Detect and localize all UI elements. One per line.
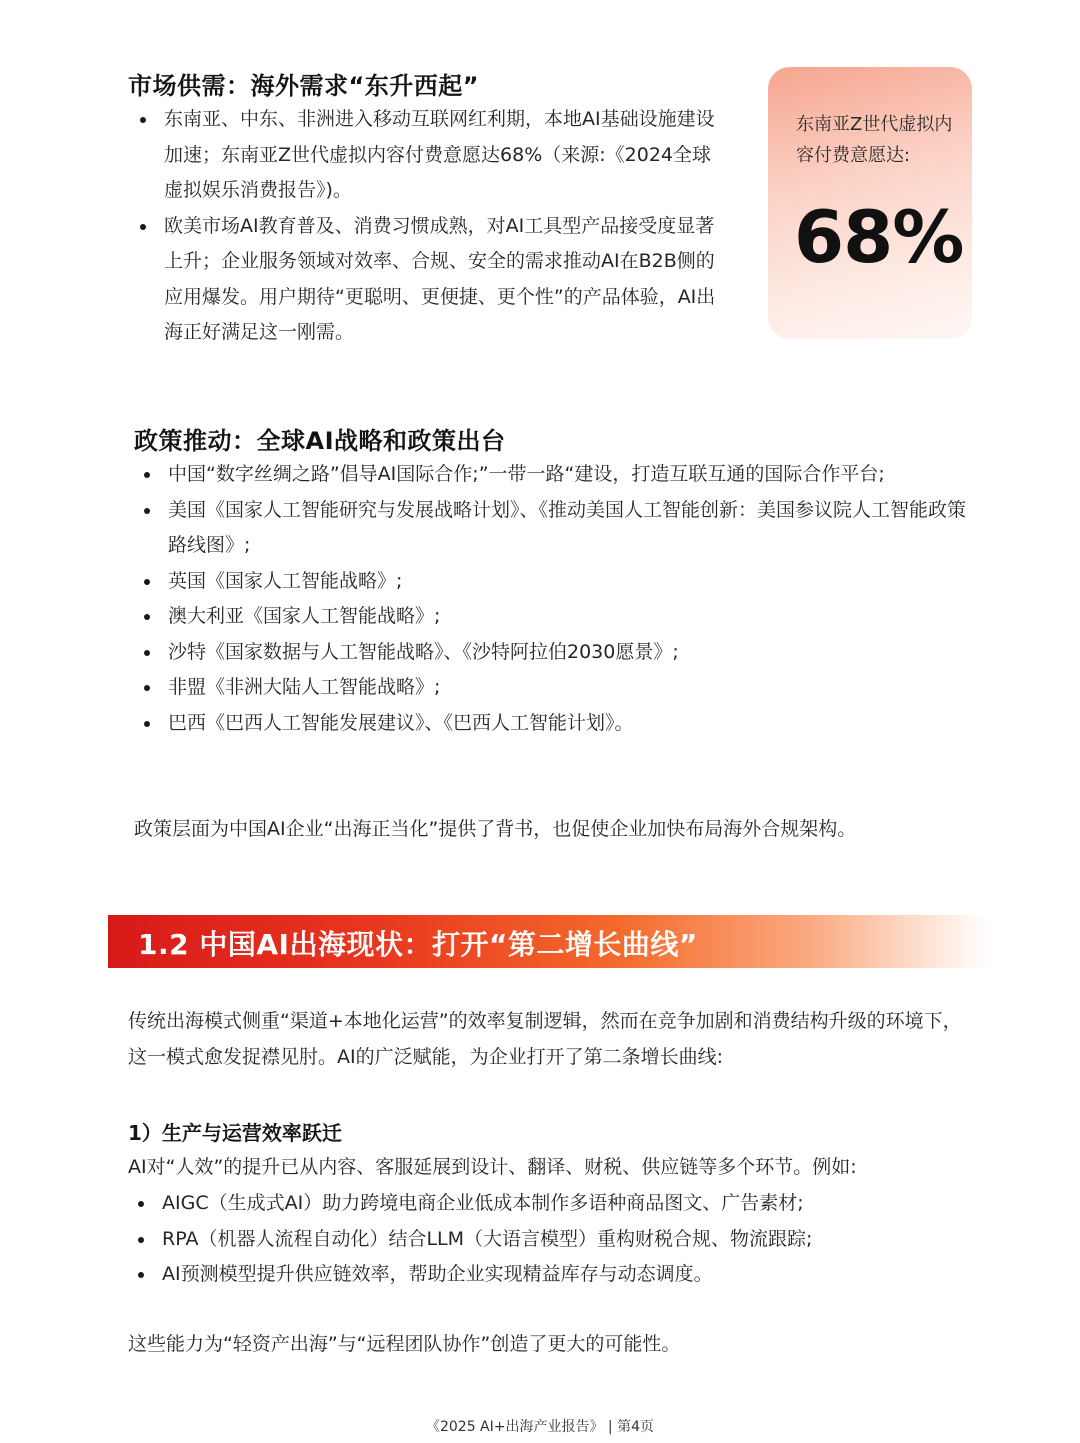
- list-item: 澳大利亚《国家人工智能战略》;: [134, 599, 980, 635]
- list-item: 巴西《巴西人工智能发展建议》、《巴西人工智能计划》。: [134, 706, 980, 742]
- page-footer: 《2025 AI+出海产业报告》 | 第4页: [425, 1419, 655, 1435]
- closing-paragraph: 这些能力为“轻资产出海”与“远程团队协作”创造了更大的可能性。: [128, 1333, 681, 1355]
- list-item: 英国《国家人工智能战略》;: [134, 564, 980, 600]
- section-heading: 1.2 中国AI出海现状：打开“第二增长曲线”: [138, 928, 698, 961]
- stat-label: 东南亚Z世代虚拟内容付费意愿达:: [796, 114, 953, 166]
- market-section-title: 市场供需：海外需求“东升西起”: [128, 72, 480, 100]
- policy-bullet-list: [134, 457, 980, 741]
- list-item: 东南亚、中东、非洲进入移动互联网红利期，本地AI基础设施建设加速；东南亚Z世代虚拟内容付费意愿达68%（来源:《2024全球虚拟娱乐消费报告》)。: [130, 102, 720, 209]
- section-banner: [108, 915, 988, 968]
- stat-value: 68%: [794, 195, 964, 279]
- stat-card: [768, 67, 972, 339]
- list-item: RPA（机器人流程自动化）结合LLM（大语言模型）重构财税合规、物流跟踪;: [128, 1222, 978, 1258]
- section-intro: 传统出海模式侧重“渠道+本地化运营”的效率复制逻辑，然而在竞争加剧和消费结构升级的环境下，这一模式愈发捉襟见肘。AI的广泛赋能，为企业打开了第二条增长曲线:: [128, 1010, 962, 1068]
- list-item: 非盟《非洲大陆人工智能战略》;: [134, 670, 980, 706]
- list-item: 沙特《国家数据与人工智能战略》、《沙特阿拉伯2030愿景》;: [134, 635, 980, 671]
- list-item: AI预测模型提升供应链效率，帮助企业实现精益库存与动态调度。: [128, 1257, 978, 1293]
- efficiency-bullet-list: [128, 1186, 978, 1293]
- list-item: 欧美市场AI教育普及、消费习惯成熟，对AI工具型产品接受度显著上升；企业服务领域对效率、合规、安全的需求推动AI在B2B侧的应用爆发。用户期待“更聪明、更便捷、更个性”的产品体验，AI出海正好满足这一刚需。: [130, 209, 720, 351]
- market-bullet-list: [130, 102, 720, 351]
- subsection-title: 1）生产与运营效率跃迁: [128, 1121, 342, 1145]
- list-item: 中国“数字丝绸之路”倡导AI国际合作;”一带一路“建设，打造互联互通的国际合作平台;: [134, 457, 980, 493]
- list-item: 美国《国家人工智能研究与发展战略计划》、《推动美国人工智能创新：美国参议院人工智能政策路线图》;: [134, 493, 980, 564]
- policy-section-title: 政策推动：全球AI战略和政策出台: [134, 427, 506, 455]
- policy-summary: 政策层面为中国AI企业“出海正当化”提供了背书，也促使企业加快布局海外合规架构。: [134, 818, 857, 840]
- list-item: AIGC（生成式AI）助力跨境电商企业低成本制作多语种商品图文、广告素材;: [128, 1186, 978, 1222]
- subsection-lead: AI对“人效”的提升已从内容、客服延展到设计、翻译、财税、供应链等多个环节。例如:: [128, 1156, 857, 1178]
